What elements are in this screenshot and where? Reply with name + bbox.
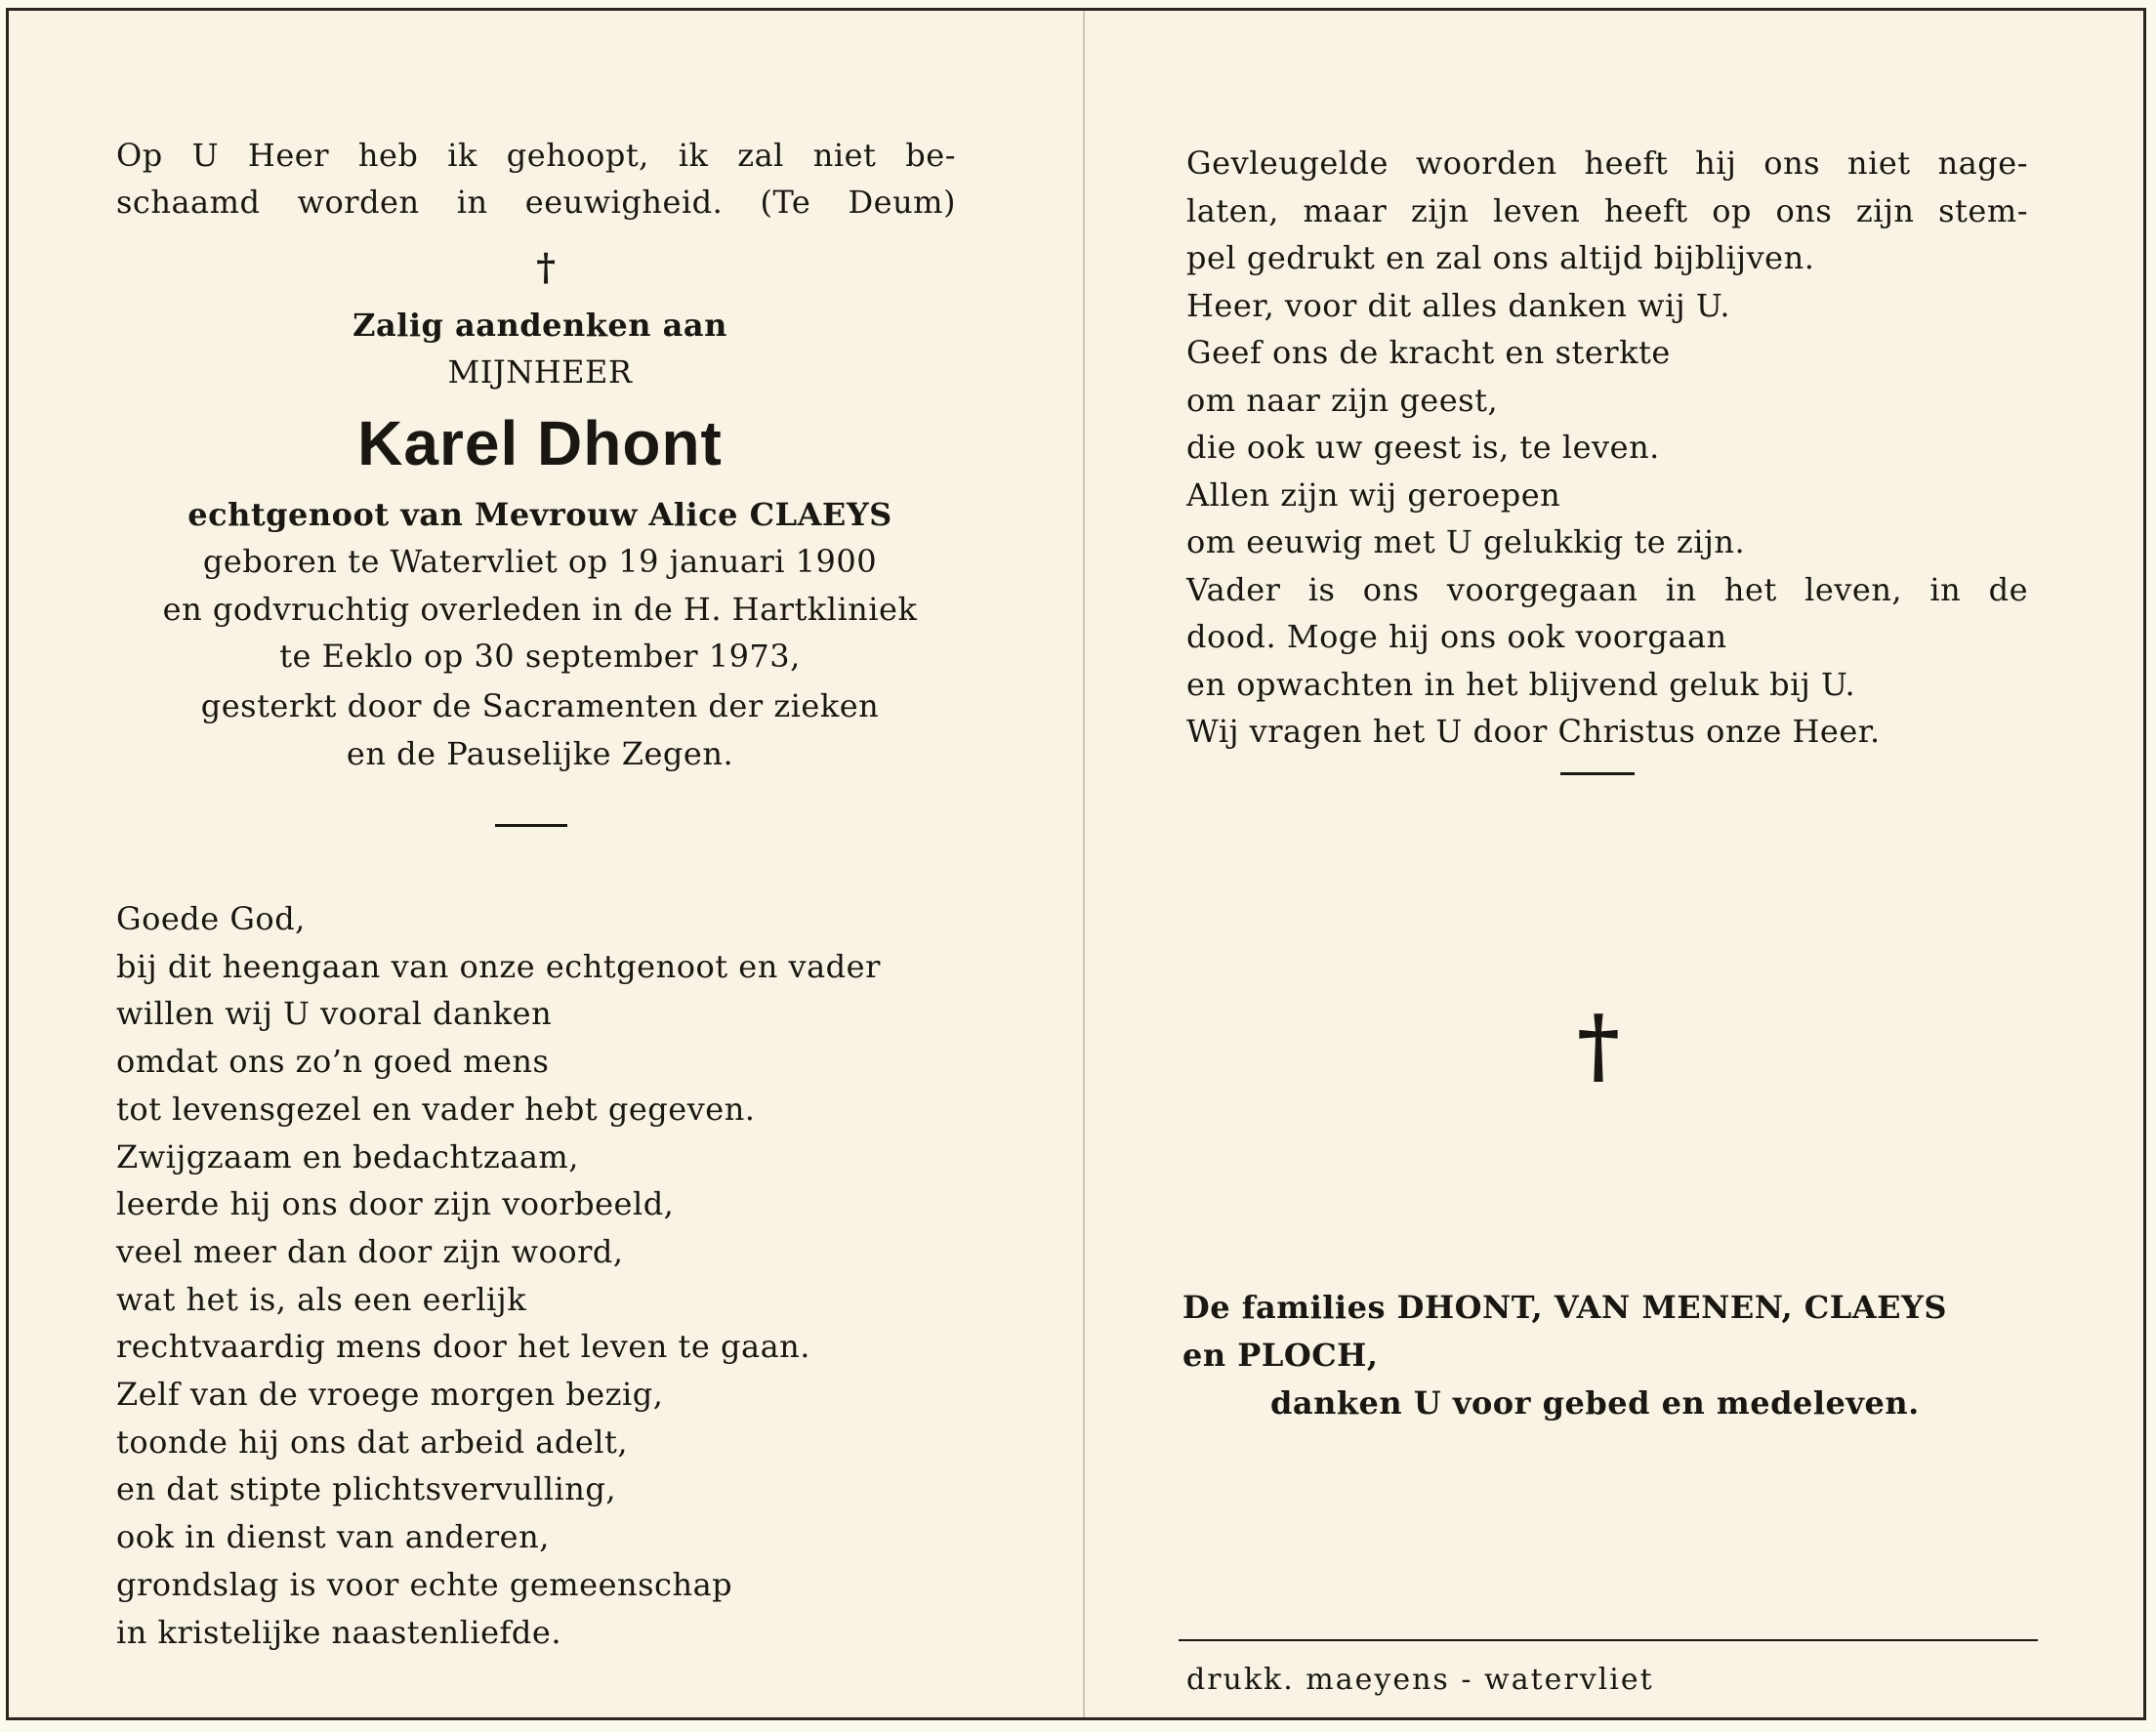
prayer-line: wat het is, als een eerlijk [116, 1280, 527, 1318]
memorial-heading: Zalig aandenken aan [352, 307, 727, 344]
prayer-line: veel meer dan door zijn woord, [116, 1232, 624, 1270]
prayer-line: en dat stipte plichtsvervulling, [116, 1470, 617, 1508]
section-divider [495, 824, 567, 827]
families-line-2: en PLOCH, [1182, 1337, 1379, 1374]
right-panel [1085, 11, 2143, 1717]
birth-line: geboren te Watervliet op 19 januari 1900 [202, 543, 878, 580]
prayer-line: willen wij U vooral danken [116, 995, 553, 1033]
prayer-line: omdat ons zo’n goed mens [116, 1043, 550, 1081]
cross-icon: † [1577, 997, 1620, 1093]
prayer-line: Heer, voor dit alles danken wij U. [1186, 286, 1731, 324]
prayer-line: Allen zijn wij geroepen [1186, 475, 1561, 514]
prayer-line: rechtvaardig mens door het leven te gaan. [116, 1328, 810, 1366]
section-divider [1560, 772, 1635, 775]
prayer-line: tot levensgezel en vader hebt gegeven. [116, 1090, 756, 1128]
prayer-line: Wij vragen het U door Christus onze Heer. [1186, 713, 1881, 750]
sacraments-line: gesterkt door de Sacramenten der zieken [200, 687, 880, 724]
prayer-line: om eeuwig met U gelukkig te zijn. [1186, 523, 1746, 560]
families-line-1: De families DHONT, VAN MENEN, CLAEYS [1182, 1289, 1947, 1326]
prayer-line: Zelf van de vroege morgen bezig, [116, 1376, 664, 1413]
left-panel [9, 11, 1081, 1717]
cross-icon: † [536, 245, 556, 289]
prayer-line: Vader is ons voorgegaan in het leven, in de [1186, 570, 2028, 608]
prayer-line: Zwijgzaam en bedachtzaam, [116, 1137, 579, 1175]
prayer-line: pel gedrukt en zal ons altijd bijblijven. [1186, 239, 1815, 276]
prayer-line: ook in dienst van anderen, [116, 1518, 550, 1556]
prayer-line: leerde hij ons door zijn voorbeeld, [116, 1185, 675, 1223]
thanks-line: danken U voor gebed en medeleven. [1270, 1384, 1920, 1422]
prayer-line: laten, maar zijn leven heeft op ons zijn stem- [1186, 191, 2028, 229]
prayer-line: die ook uw geest is, te leven. [1186, 429, 1660, 466]
prayer-line: toonde hij ons dat arbeid adelt, [116, 1423, 629, 1461]
death-line: en godvruchtig overleden in de H. Hartkliniek [162, 591, 918, 628]
death-place-line: te Eeklo op 30 september 1973, [279, 638, 801, 675]
prayer-line: Gevleugelde woorden heeft hij ons niet nage- [1186, 144, 2028, 182]
deceased-name: Karel Dhont [357, 408, 723, 478]
printer-credit: drukk. maeyens - watervliet [1186, 1663, 1654, 1697]
prayer-line: en opwachten in het blijvend geluk bij U. [1186, 665, 1856, 703]
motto-line-2: schaamd worden in eeuwigheid. (Te Deum) [116, 184, 956, 221]
prayer-line: bij dit heengaan van onze echtgenoot en vader [116, 947, 881, 985]
memorial-card [6, 8, 2146, 1720]
honorific-title: MIJNHEER [447, 353, 633, 391]
prayer-line: Goede God, [116, 900, 306, 937]
spouse-line: echtgenoot van Mevrouw Alice CLAEYS [187, 496, 892, 533]
motto-line-1: Op U Heer heb ik gehoopt, ik zal niet be- [116, 137, 956, 174]
blessing-line: en de Pauselijke Zegen. [346, 735, 734, 772]
prayer-line: grondslag is voor echte gemeenschap [116, 1565, 733, 1603]
prayer-line: Geef ons de kracht en sterkte [1186, 334, 1671, 371]
prayer-line: om naar zijn geest, [1186, 381, 1499, 419]
prayer-line: dood. Moge hij ons ook voorgaan [1186, 618, 1727, 655]
footer-rule [1179, 1639, 2038, 1641]
prayer-line: in kristelijke naastenliefde. [116, 1613, 561, 1651]
